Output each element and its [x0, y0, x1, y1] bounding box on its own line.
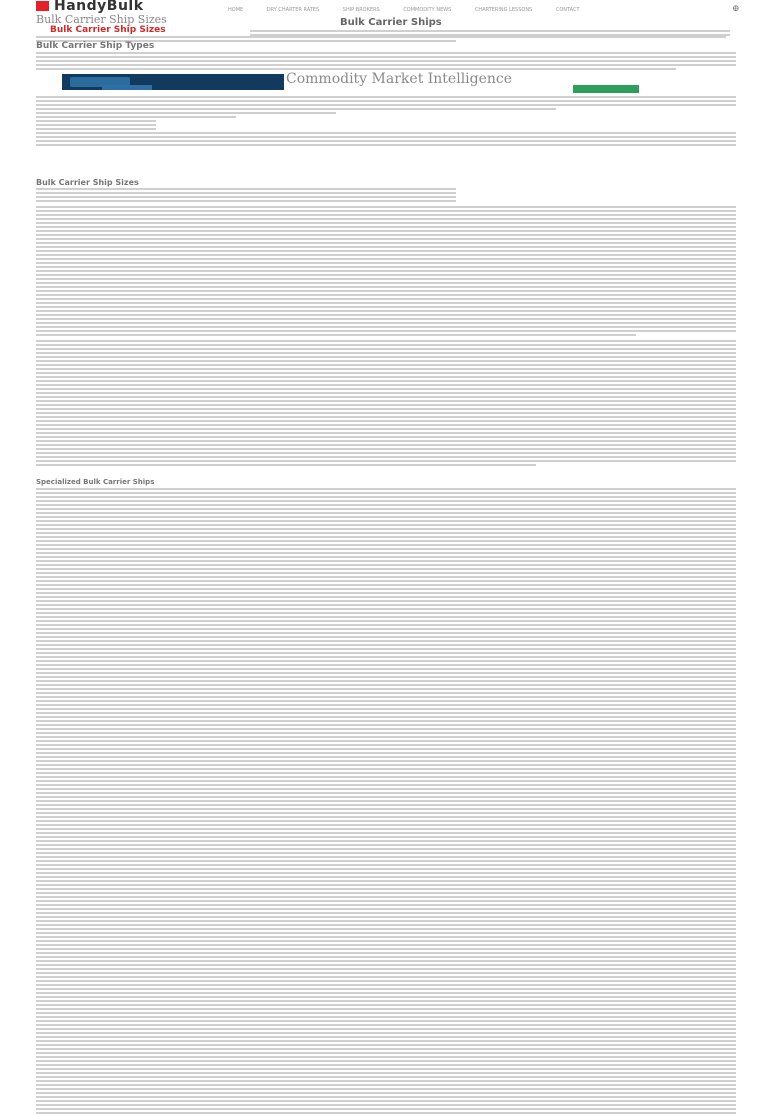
section-title-right: Bulk Carrier Ships: [340, 17, 442, 28]
section-heading-sizes: Bulk Carrier Ship Sizes: [36, 178, 139, 187]
promo-banner-image[interactable]: [62, 74, 284, 90]
sizes-table: [36, 188, 456, 204]
types-paragraph: [36, 52, 736, 72]
banner-heading: Commodity Market Intelligence: [286, 71, 513, 87]
page-title: Bulk Carrier Ship Sizes: [36, 13, 167, 26]
nav-ship-brokers[interactable]: SHIP BROKERS: [342, 7, 380, 13]
nav-contact[interactable]: CONTACT: [555, 7, 580, 13]
banner-button[interactable]: [102, 85, 152, 90]
banner-cta-button[interactable]: [573, 85, 639, 93]
nav-dry-charter-rates[interactable]: DRY CHARTER RATES: [266, 7, 320, 13]
paragraph-4: [36, 206, 736, 338]
logo-text[interactable]: HandyBulk: [54, 0, 144, 14]
page-subtitle: Bulk Carrier Ship Sizes: [50, 25, 166, 35]
nav-chartering-lessons[interactable]: CHARTERING LESSONS: [474, 7, 533, 13]
section-heading-types: Bulk Carrier Ship Types: [36, 41, 155, 51]
paragraph-5: [36, 340, 736, 468]
logo-mark[interactable]: [36, 1, 49, 11]
nav-home[interactable]: HOME: [228, 7, 244, 13]
main-nav: [228, 7, 602, 13]
search-icon[interactable]: ⊕: [732, 4, 740, 14]
section-heading-specialized: Specialized Bulk Carrier Ships: [36, 478, 155, 486]
paragraph-2: [36, 96, 736, 132]
nav-commodity-news[interactable]: COMMODITY NEWS: [403, 7, 452, 13]
paragraph-3: [36, 132, 736, 148]
paragraph-6: [36, 488, 736, 1116]
